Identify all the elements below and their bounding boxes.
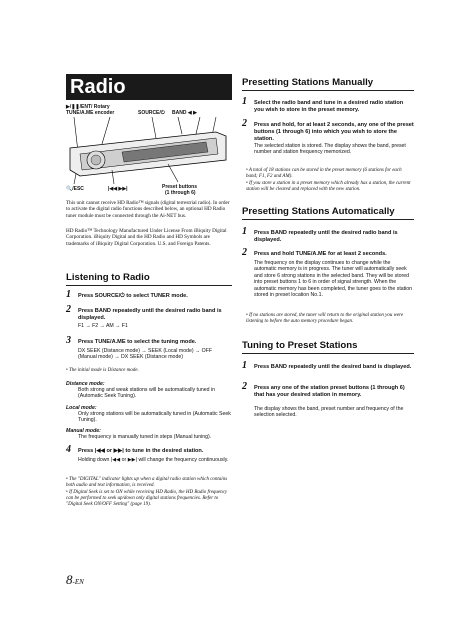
radio-unit-diagram [66, 104, 232, 198]
label-source: SOURCE/⏻ [138, 110, 165, 116]
step-number: 1 [242, 226, 247, 237]
step-text: Press BAND repeatedly until the desired radio band is displayed. [254, 230, 398, 243]
step-text: Press SOURCE/⏻ to select TUNER mode. [78, 293, 188, 299]
mode-text: The frequency is manually tuned in steps (Manual tuning). [78, 434, 212, 440]
mode-heading: Local mode: [66, 405, 97, 411]
divider [66, 285, 232, 286]
head-unit-drawing [66, 104, 232, 198]
label-preset-2: (1 through 6) [165, 190, 196, 196]
label-tuner: ▶/❚❚/ENT/ Rotary [66, 104, 110, 110]
note: • A total of 18 stations can be stored in the preset memory (6 stations for each band; F1, F2 and AM). [246, 168, 402, 180]
step-number: 1 [242, 96, 247, 107]
note: • If no stations are stored, the tuner will return to the original station you were listening to before the auto memory procedure began. [246, 313, 404, 325]
label-seek: |◀◀ ▶▶| [108, 186, 128, 192]
trademark-text: HD Radio™ Technology Manufactured Under License From iBiquity Digital Corporation. iBiquity Digital and the HD Radio and HD Symbols are trademarks of iBiquity Digital Corporation. U.S. and Foreign Patents. [66, 228, 227, 247]
page-title: Radio [66, 74, 232, 100]
mode-text: Only strong stations will be automatically tuned in (Automatic Seek Tuning). [78, 411, 231, 424]
page-number-value: 8 [66, 572, 73, 587]
step-subtext: Holding down |◀◀ or ▶▶| will change the frequency continuously. [78, 457, 229, 463]
presetting-auto-heading: Presetting Stations Automatically [242, 206, 395, 217]
label-esc: 🔍/ESC [66, 186, 84, 192]
mode-text: Both strong and weak stations will be automatically tuned in (Automatic Seek Tuning). [78, 387, 215, 400]
step-subtext: The selected station is stored. The display shows the band, preset number and station frequency memorized. [254, 143, 406, 156]
listening-heading: Listening to Radio [66, 272, 150, 283]
note: • The "DIGITAL" indicator lights up when a digital radio station which contains both audio and text information, is received. [66, 477, 228, 489]
page-number [66, 572, 84, 588]
step-number: 2 [66, 304, 71, 315]
label-preset: Preset buttons [162, 184, 198, 190]
label-band: BAND ◀ ▶ [172, 110, 197, 116]
label-tuner-2: TUNE/A.ME encoder [66, 110, 115, 116]
step-text: Press and hold, for at least 2 seconds, any one of the preset buttons (1 through 6) into which you wish to store the station. [254, 122, 414, 142]
note: • The initial mode is Distance mode. [66, 368, 139, 373]
step-number: 2 [242, 118, 247, 129]
mode-heading: Manual mode: [66, 428, 101, 434]
step-subtext: F1 → F2 → AM → F1 [78, 323, 128, 329]
divider [242, 219, 414, 220]
step-text: Select the radio band and tune in a desired radio station you wish to store in the preset memory. [254, 100, 404, 113]
step-text: Press and hold TUNE/A.ME for at least 2 seconds. [254, 251, 387, 257]
step-number: 2 [242, 247, 247, 258]
mode-heading: Distance mode: [66, 381, 105, 387]
divider [242, 353, 414, 354]
step-subtext: DX SEEK (Distance mode) → SEEK (Local mode) → OFF (Manual mode) → DX SEEK (Distance mode) [78, 348, 213, 361]
step-number: 4 [66, 444, 71, 455]
intro-text: This unit cannot receive HD Radio™ signals (digital terrestrial radio). In order to activate the digital radio functions described below, an optional HD Radio tuner module must be connected through the Ai-NET bus. [66, 200, 230, 219]
page-suffix: -EN [72, 578, 84, 586]
step-text: Press |◀◀ or ▶▶| to tune in the desired station. [78, 448, 204, 454]
divider [242, 90, 414, 91]
note: • If Digital Seek is set to ON while receiving HD Radio, the HD Radio frequency can be performed to seek up/down only digital stations frequencies. Refer to "Digital Seek ON/OFF Setting" (page 19). [66, 490, 228, 508]
step-number: 2 [242, 381, 247, 392]
presetting-manual-heading: Presetting Stations Manually [242, 77, 374, 88]
step-text: Press TUNE/A.ME to select the tuning mode. [78, 339, 197, 345]
step-text: Press BAND repeatedly until the desired radio band is displayed. [78, 308, 222, 321]
step-text: Press BAND repeatedly until the desired band is displayed. [254, 364, 412, 370]
step-text: Press any one of the station preset buttons (1 through 6) that has your desired station in memory. [254, 385, 405, 398]
step-number: 3 [66, 335, 71, 346]
step-number: 1 [66, 289, 71, 300]
tuning-preset-heading: Tuning to Preset Stations [242, 340, 358, 351]
step-subtext: The display shows the band, preset number and frequency of the selection selected. [254, 406, 404, 419]
note: • If you store a station in a preset memory which already has a station, the current station will be cleared and replaced with the new station. [246, 181, 411, 193]
step-number: 1 [242, 360, 247, 371]
step-subtext: The frequency on the display continues to change while the automatic memory is in progress. The tuner will automatically seek and store 6 strong stations in the selected band. They will be stored into preset buttons 1 to 6 in order of signal strength. When the automatic memory has been completed, the tuner goes to the station stored in preset location No.1. [254, 260, 413, 299]
